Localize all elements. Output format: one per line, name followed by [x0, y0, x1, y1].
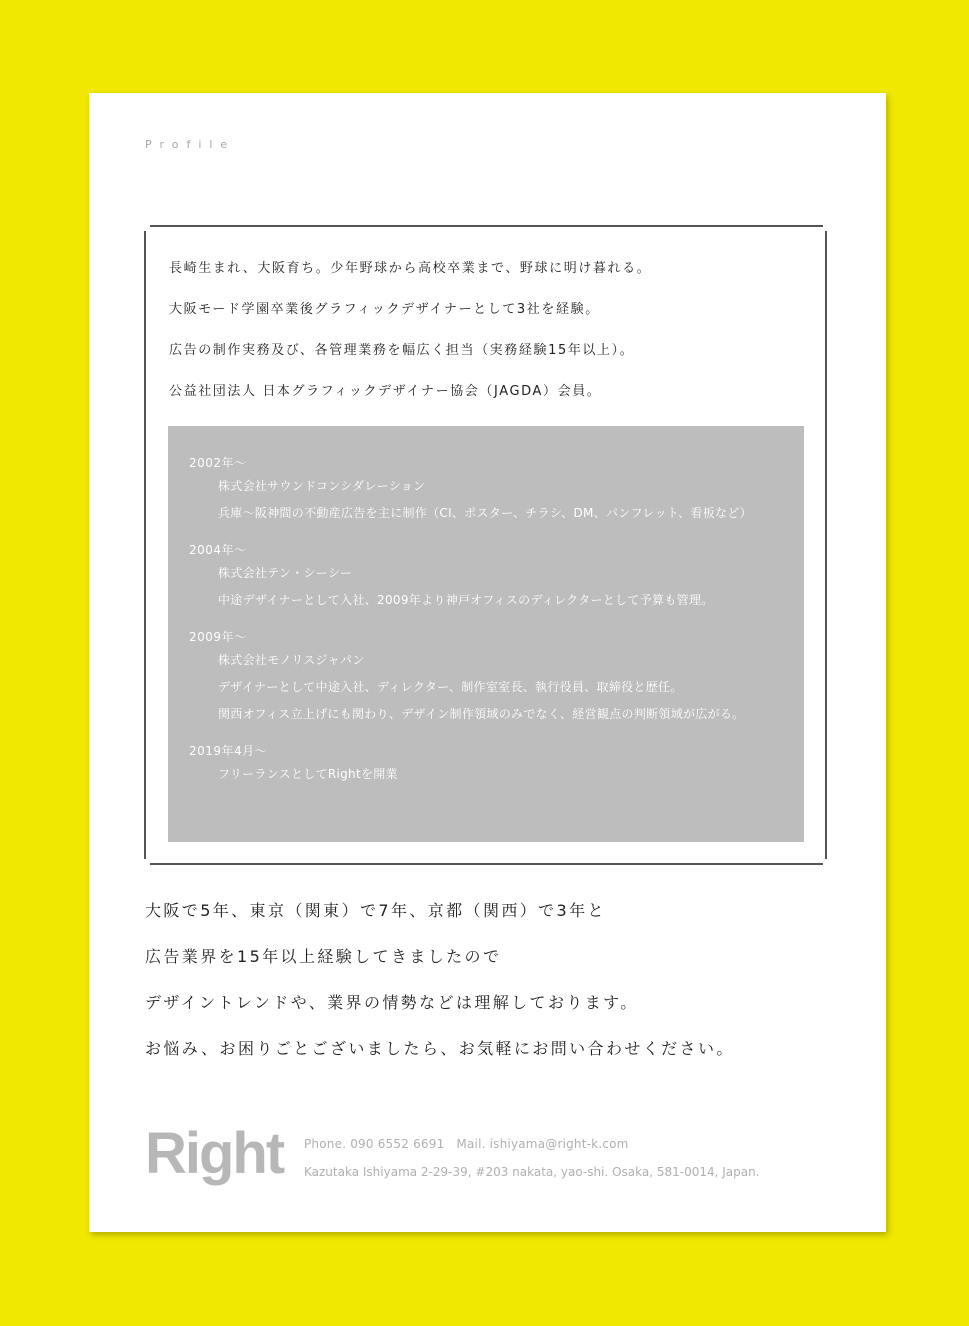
frame-left-border: [144, 231, 146, 859]
intro-text: [169, 259, 809, 423]
intro-line: 大阪モード学園卒業後グラフィックデザイナーとして3社を経験。: [169, 302, 600, 317]
profile-card: [89, 93, 886, 1232]
closing-line: デザイントレンドや、業界の情勢などは理解しております。: [145, 993, 639, 1012]
career-year: 2009年〜: [189, 630, 247, 644]
closing-line: お悩み、お困りごとございましたら、お気軽にお問い合わせください。: [145, 1039, 735, 1058]
career-entry: [189, 453, 789, 527]
contact-address: Kazutaka Ishiyama 2-29-39, #203 nakata, yao-shi. Osaka, 581-0014, Japan.: [304, 1165, 760, 1179]
career-detail: デザイナーとして中途入社、ディレクター、制作室室長、執行役員、取締役と歴任。: [218, 680, 683, 694]
career-company: 株式会社テン・シーシー: [218, 566, 353, 580]
career-company: 株式会社モノリスジャパン: [218, 653, 365, 667]
intro-line: 長崎生まれ、大阪育ち。少年野球から高校卒業まで、野球に明け暮れる。: [169, 261, 652, 276]
frame-right-border: [825, 231, 827, 859]
career-detail: 兵庫〜阪神間の不動産広告を主に制作（CI、ポスター、チラシ、DM、パンフレット、看板など）: [218, 506, 752, 520]
career-history-panel: [168, 426, 804, 842]
right-logo: Right: [145, 1121, 284, 1186]
career-company: フリーランスとしてRightを開業: [218, 767, 398, 781]
career-entry: [189, 741, 789, 788]
intro-line: 広告の制作実務及び、各管理業務を幅広く担当（実務経験15年以上）。: [169, 343, 635, 358]
contact-mail[interactable]: Mail. ishiyama@right-k.com: [456, 1137, 629, 1151]
closing-line: 大阪で5年、東京（関東）で7年、京都（関西）で3年と: [145, 901, 606, 920]
career-year: 2004年〜: [189, 543, 247, 557]
intro-line: 公益社団法人 日本グラフィックデザイナー協会（JAGDA）会員。: [169, 384, 602, 399]
career-detail: 関西オフィス立上げにも関わり、デザイン制作領域のみでなく、経営観点の判断領域が広がる。: [218, 707, 745, 721]
frame-bottom-border: [150, 863, 823, 865]
career-year: 2002年〜: [189, 456, 247, 470]
contact-info: [304, 1130, 760, 1186]
section-heading: Profile: [145, 138, 236, 151]
career-year: 2019年4月〜: [189, 744, 268, 758]
career-entry: [189, 540, 789, 614]
career-detail: 中途デザイナーとして入社、2009年より神戸オフィスのディレクターとして予算も管理。: [218, 593, 714, 607]
contact-phone: Phone. 090 6552 6691: [304, 1137, 445, 1151]
career-entry: [189, 627, 789, 728]
closing-message: [145, 899, 845, 1083]
closing-line: 広告業界を15年以上経験してきましたので: [145, 947, 502, 966]
career-company: 株式会社サウンドコンシダレーション: [218, 479, 426, 493]
frame-top-border: [150, 225, 823, 227]
